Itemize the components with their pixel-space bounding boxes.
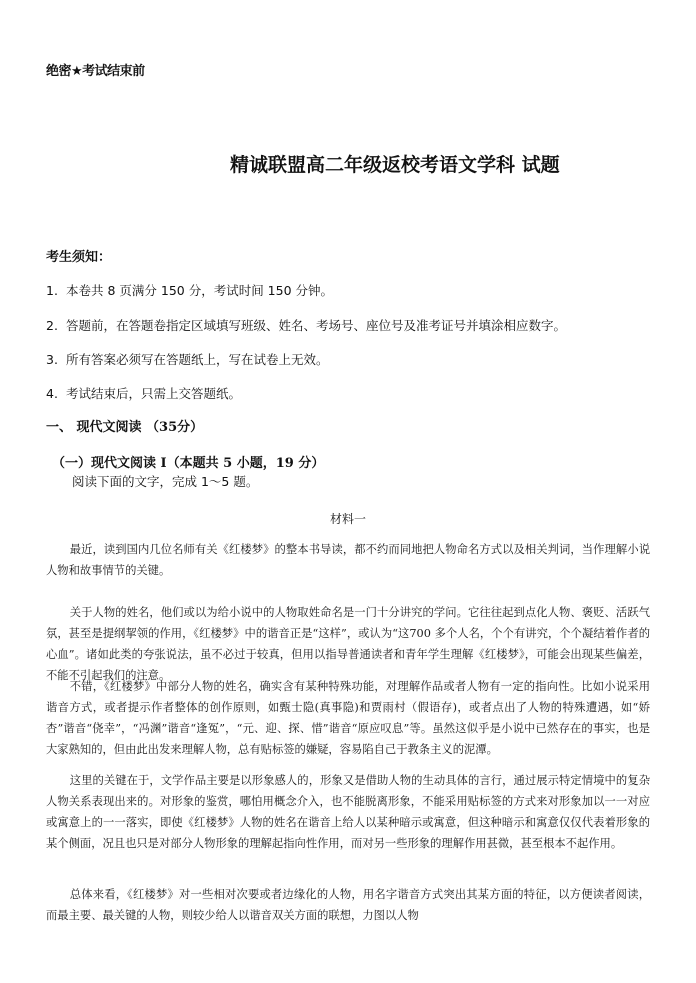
passage-paragraph: 不错，《红楼梦》中部分人物的姓名，确实含有某种特殊功能，对理解作品或者人物有一定的指向性。比如小说采用谐音方式，或者提示作者整体的创作原则，如甄士隐(真事隐)和贾雨村（假语存)，或者点出了人物的特殊遭遇，如“娇杏”谐音“侥幸”，“冯渊”谐音“逢冤”，“元、迎、探、惜”谐音“原应叹息”等。虽然这似乎是小说中已然存在的事实，也是大家熟知的，但由此出发来理解人物，总有贴标签的嫌疑，容易陷自己于教条主义的泥潭。 xyxy=(46,680,650,756)
passage-paragraph: 最近，读到国内几位名师有关《红楼梦》的整本书导读，都不约而同地把人物命名方式以及相关判词，当作理解小说人物和故事情节的关键。 xyxy=(46,543,650,577)
notice-item-number: 1. xyxy=(46,283,58,298)
notice-heading: 考生须知： xyxy=(46,250,112,265)
notice-item-text: 所有答案必须写在答题纸上，写在试卷上无效。 xyxy=(66,352,329,367)
notice-item-number: 4. xyxy=(46,386,58,401)
notice-item-text: 考试结束后，只需上交答题纸。 xyxy=(66,386,242,401)
confidential-label: 绝密★考试结束前 xyxy=(46,64,145,79)
notice-item xyxy=(46,350,329,368)
passage-paragraph: 这里的关键在于，文学作品主要是以形象感人的，形象又是借助人物的生动具体的言行，通过展示特定情境中的复杂人物关系表现出来的。对形象的鉴赏，哪怕用概念介入，也不能脱离形象，不能采用贴标签的方式来对形象加以一一对应或寓意上的一一落实，即使《红楼梦》人物的姓名在谐音上给人以某种暗示或寓意，但这种暗示和寓意仅仅代表着形象的某个侧面，况且也只是对部分人物形象的理解起指向性作用，而对另一些形象的理解作用甚微，甚至根本不起作用。 xyxy=(46,774,650,850)
notice-item-text: 本卷共 8 页满分 150 分，考试时间 150 分钟。 xyxy=(66,283,334,298)
subsection-heading: （一）现代文阅读 I（本题共 5 小题，19 分） xyxy=(52,456,325,471)
page-title: 精诚联盟高二年级返校考语文学科 试题 xyxy=(230,154,560,176)
notice-item xyxy=(46,384,241,402)
notice-item xyxy=(46,281,333,299)
passage-paragraph: 总体来看，《红楼梦》对一些相对次要或者边缘化的人物，用名字谐音方式突出其某方面的特征，以方便读者阅读，而最主要、最关键的人物，则较少给人以谐音双关方面的联想，力图以人物 xyxy=(46,888,650,922)
notice-item-text: 答题前，在答题卷指定区域填写班级、姓名、考场号、座位号及准考证号并填涂相应数字。 xyxy=(66,318,567,333)
reading-instruction: 阅读下面的文字，完成 1～5 题。 xyxy=(72,474,259,489)
section-heading: 一、 现代文阅读 （35分） xyxy=(46,420,204,435)
notice-item-number: 3. xyxy=(46,352,58,367)
material-title: 材料一 xyxy=(329,512,366,526)
passage-paragraph: 关于人物的姓名，他们或以为给小说中的人物取姓命名是一门十分讲究的学问。它往往起到点化人物、褒贬、活跃气氛，甚至是提纲挈领的作用，《红楼梦》中的谐音正是“这样”，或认为“这700 多个人名，个个有讲究，个个凝结着作者的心血”。诸如此类的夸张说法，虽不必过于较真，但用以指导普通读者和青年学生理解《红楼梦》，可能会出现某些偏差，不能不引起我们的注意。 xyxy=(46,606,650,682)
notice-item xyxy=(46,316,566,334)
notice-item-number: 2. xyxy=(46,318,58,333)
